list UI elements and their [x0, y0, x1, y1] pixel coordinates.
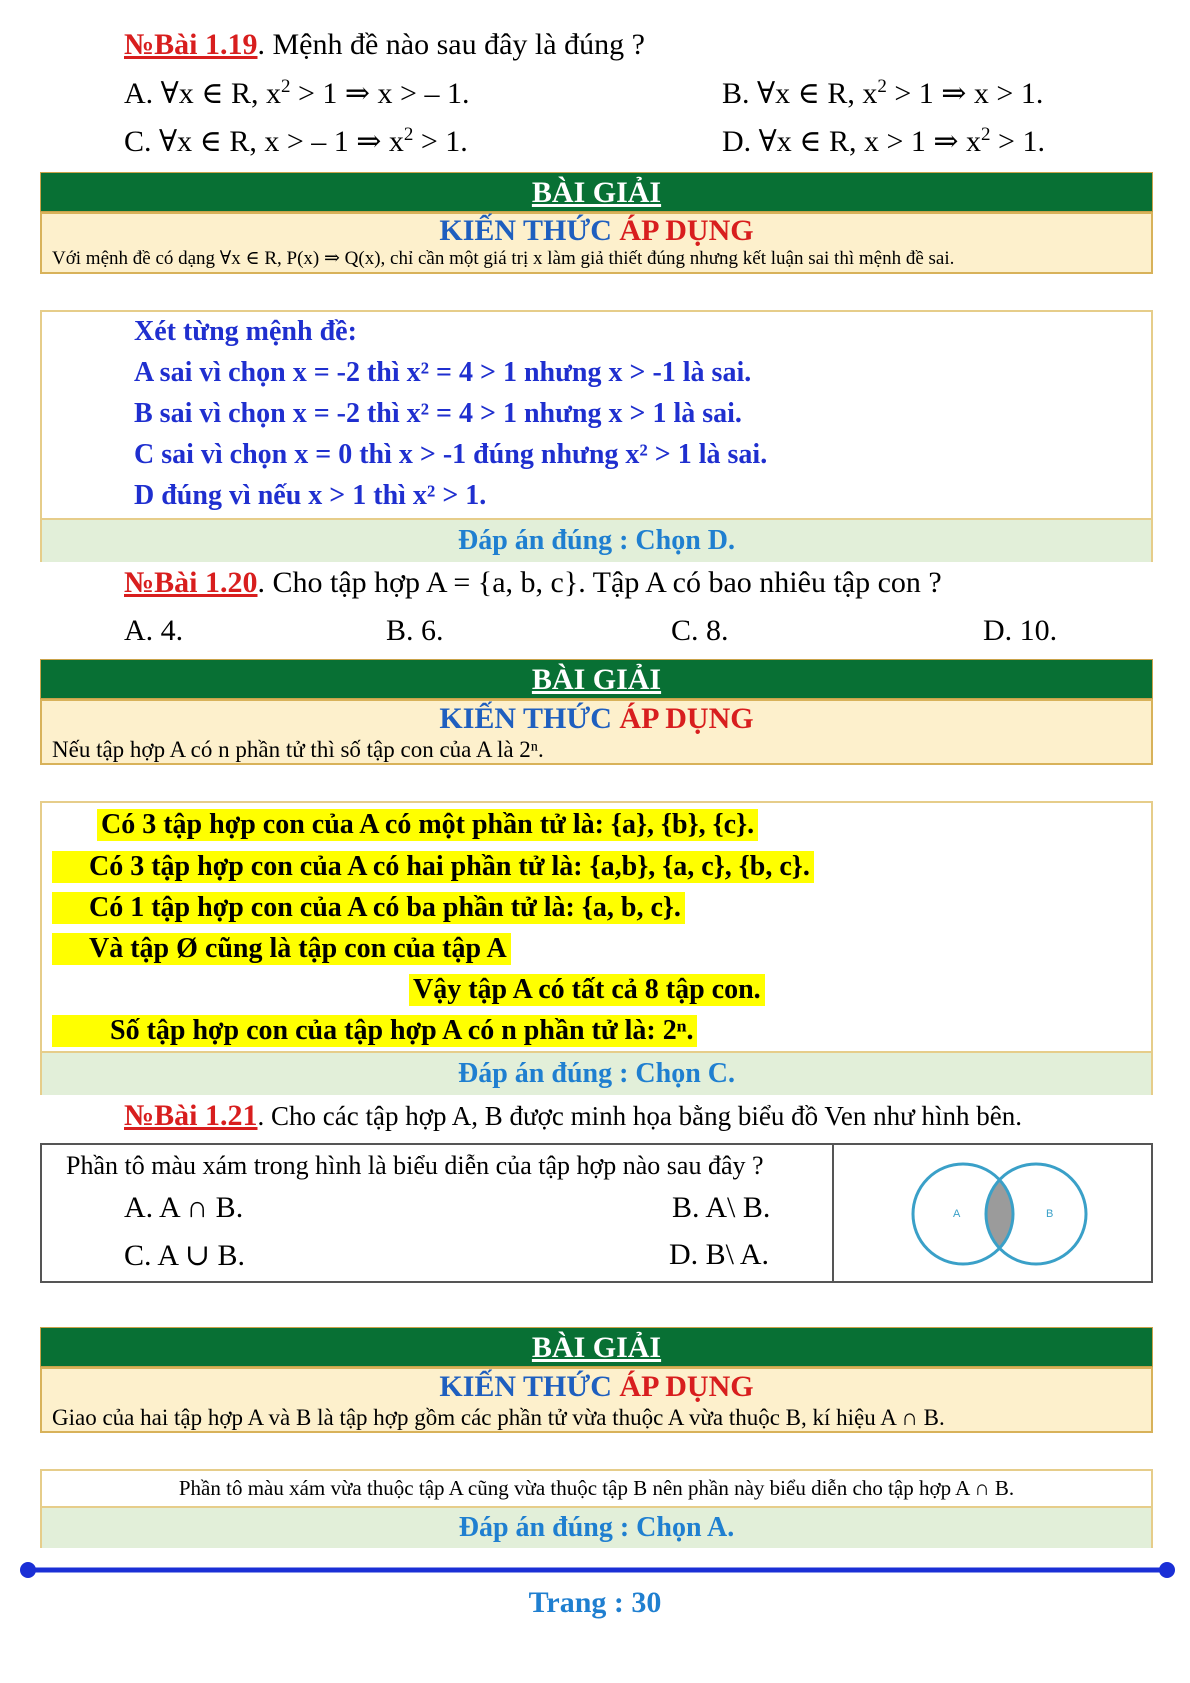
question-number: №Bài 1.19: [124, 28, 258, 61]
solution-header: BÀI GIẢI: [40, 659, 1153, 699]
question-number: №Bài 1.21: [124, 1099, 258, 1132]
question-text: . Cho tập hợp A = {a, b, c}. Tập A có bao nhiêu tập con ?: [257, 566, 942, 599]
solution-box: [40, 310, 1153, 562]
solution-step: B sai vì chọn x = -2 thì x² = 4 > 1 nhưng x > 1 là sai.: [134, 398, 742, 429]
answer-bar: Đáp án đúng : Chọn A.: [42, 1506, 1151, 1548]
explanation-text: Phần tô màu xám vừa thuộc tập A cũng vừa thuộc tập B nên phần này biểu diễn cho tập hợp A ∩ B.: [178, 1476, 1015, 1500]
solution-header: BÀI GIẢI: [40, 1327, 1153, 1367]
solution-step: Có 1 tập hợp con của A có ba phần tử là: {a, b, c}.: [52, 892, 685, 924]
venn-diagram: [911, 1159, 1091, 1269]
question-table: [40, 1143, 1153, 1283]
option-c: C. 8.: [671, 614, 729, 647]
knowledge-box: [40, 699, 1153, 765]
knowledge-title: KIẾN THỨC ÁP DỤNG: [439, 702, 754, 735]
option-c: C. ∀x ∈ R, x > – 1 ⇒ $x^2 > 1$.: [124, 124, 468, 158]
solution-step: Vậy tập A có tất cả 8 tập con.: [409, 974, 765, 1006]
solution-box: [40, 801, 1153, 1095]
question-text: . Cho các tập hợp A, B được minh họa bằng biểu đồ Ven như hình bên.: [257, 1101, 1022, 1131]
knowledge-box: [40, 212, 1153, 274]
knowledge-box: [40, 1367, 1153, 1433]
option-b: B. ∀x ∈ R, $x^2 > 1$ ⇒ x > 1.: [722, 76, 1044, 110]
solution-header: BÀI GIẢI: [40, 172, 1153, 212]
option-d: D. ∀x ∈ R, x > 1 ⇒ $x^2 > 1$.: [722, 124, 1045, 158]
option-b: B. 6.: [386, 614, 444, 647]
solution-box: [40, 1469, 1153, 1548]
question-cell: [42, 1145, 834, 1281]
option-d: D. 10.: [983, 614, 1058, 647]
question-1-21-title: [124, 1099, 1022, 1133]
solution-step: C sai vì chọn x = 0 thì x > -1 đúng nhưng x² > 1 là sai.: [134, 439, 768, 470]
question-1-19-title: [124, 28, 645, 62]
knowledge-text: Với mệnh đề có dạng ∀x ∈ R, P(x) ⇒ Q(x), chỉ cần một giá trị x làm giả thiết đúng nhưng kết luận sai thì mệnh đề sai.: [52, 248, 955, 269]
solution-step: D đúng vì nếu x > 1 thì x² > 1.: [134, 480, 487, 511]
option-c: C. A ∪ B.: [124, 1239, 246, 1272]
solution-step: Xét từng mệnh đề:: [134, 316, 357, 347]
option-d: D. B\ A.: [669, 1238, 770, 1271]
solution-step: Có 3 tập hợp con của A có hai phần tử là: {a,b}, {a, c}, {b, c}.: [52, 851, 814, 883]
venn-label-a: A: [953, 1208, 961, 1220]
option-a: A. ∀x ∈ R, $x^2 > 1$ ⇒ x > – 1.: [124, 76, 470, 110]
option-b: B. A\ B.: [672, 1191, 771, 1224]
venn-label-b: B: [1046, 1208, 1054, 1220]
knowledge-title: KIẾN THỨC ÁP DỤNG: [439, 1370, 754, 1403]
knowledge-title: KIẾN THỨC ÁP DỤNG: [439, 214, 754, 247]
footer-divider: [0, 1558, 1190, 1582]
question-text: . Mệnh đề nào sau đây là đúng ?: [257, 28, 645, 61]
solution-step: Có 3 tập hợp con của A có một phần tử là: {a}, {b}, {c}.: [97, 809, 758, 841]
table-question-text: Phần tô màu xám trong hình là biểu diễn của tập hợp nào sau đây ?: [66, 1151, 764, 1180]
solution-step: Số tập hợp con của tập hợp A có n phần tử là: 2ⁿ.: [52, 1015, 697, 1047]
page-number: Trang : 30: [528, 1586, 662, 1619]
option-a: A. A ∩ B.: [124, 1191, 244, 1224]
knowledge-text: Giao của hai tập hợp A và B là tập hợp gồm các phần tử vừa thuộc A vừa thuộc B, kí hiệu A ∩ B.: [52, 1405, 945, 1430]
answer-bar: Đáp án đúng : Chọn D.: [42, 518, 1151, 562]
knowledge-text: Nếu tập hợp A có n phần tử thì số tập con của A là 2ⁿ.: [52, 737, 544, 762]
question-number: №Bài 1.20: [124, 566, 258, 599]
question-1-20-title: [124, 566, 942, 600]
solution-step: Và tập Ø cũng là tập con của tập A: [52, 933, 511, 965]
solution-step: A sai vì chọn x = -2 thì x² = 4 > 1 nhưng x > -1 là sai.: [134, 357, 752, 388]
option-a: A. 4.: [124, 614, 184, 647]
answer-bar: Đáp án đúng : Chọn C.: [42, 1051, 1151, 1095]
